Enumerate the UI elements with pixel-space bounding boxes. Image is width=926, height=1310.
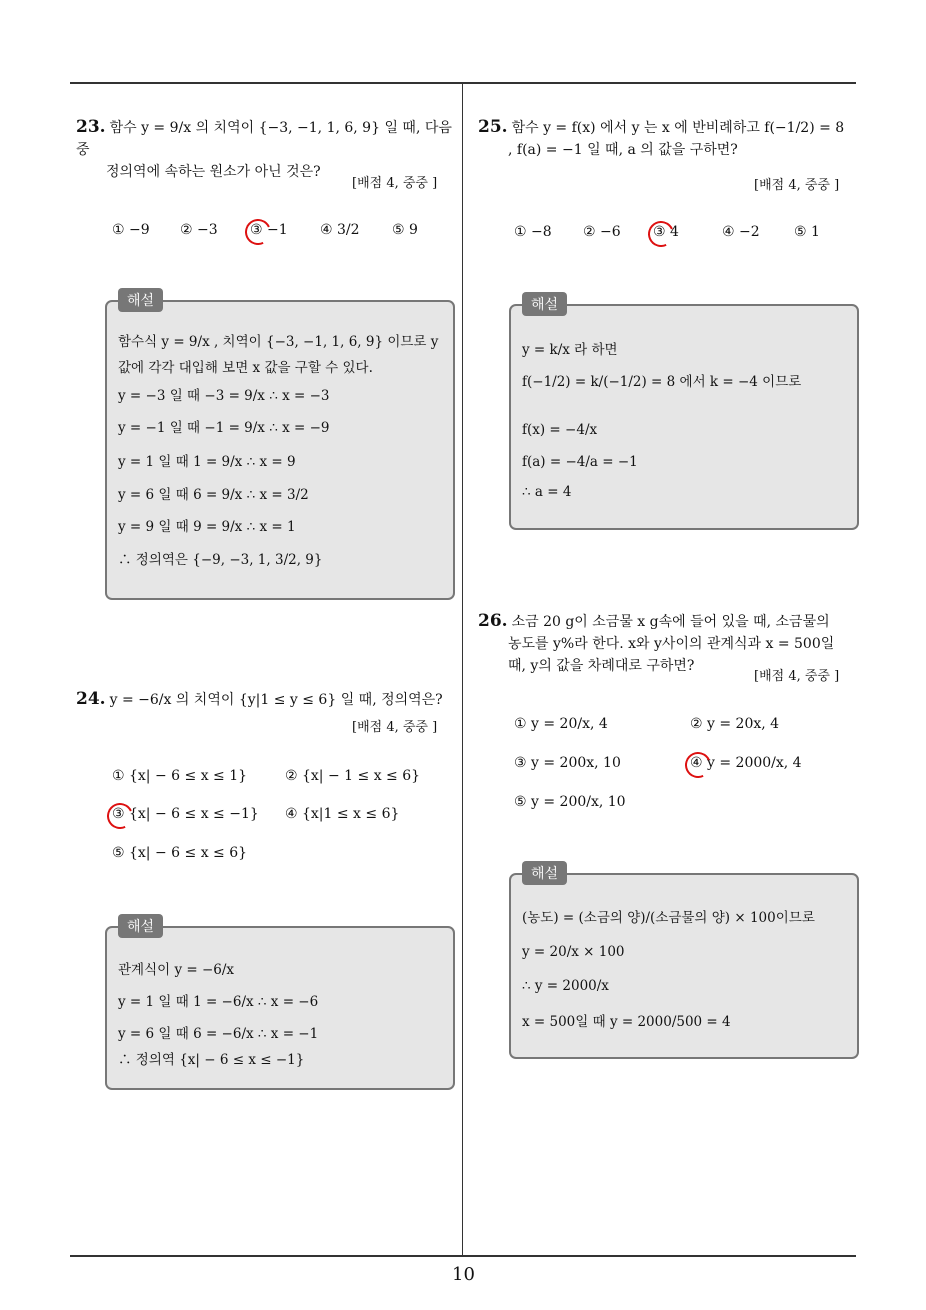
question-text-line1: 함수 y = 9/x 의 치역이 {−3, −1, 1, 6, 9} 일 때, 다음 중	[76, 120, 452, 158]
answer-circle	[241, 215, 274, 248]
solution-line: ∴ y = 2000/x	[522, 978, 609, 994]
solution-line: y = k/x 라 하면	[522, 342, 618, 358]
question-meta: [배점 4, 중중 ]	[352, 176, 438, 191]
question-text-line3: 때, y의 값을 차례대로 구하면?	[508, 658, 695, 674]
solution-line: (농도) = (소금의 양)/(소금물의 양) × 100이므로	[522, 910, 815, 926]
solution-line: ∴ a = 4	[522, 484, 572, 500]
solution-line: y = 6 일 때 6 = −6/x ∴ x = −1	[118, 1026, 319, 1042]
solution-line: y = 1 일 때 1 = −6/x ∴ x = −6	[118, 994, 319, 1010]
solution-line: f(a) = −4/a = −1	[522, 454, 638, 470]
question-text-line2: 농도를 y%라 한다. x와 y사이의 관계식과 x = 500일	[508, 636, 835, 652]
choice-5[interactable]: ⑤ {x| − 6 ≤ x ≤ 6}	[112, 845, 248, 861]
solution-tag: 해설	[118, 914, 163, 938]
solution-line: y = 9 일 때 9 = 9/x ∴ x = 1	[118, 519, 296, 535]
column-divider	[462, 84, 463, 1256]
choice-5[interactable]: ⑤ y = 200/x, 10	[514, 794, 626, 810]
choice-3[interactable]: ③ 4	[653, 224, 679, 240]
question-number: 25.	[478, 117, 508, 137]
solution-line: y = 1 일 때 1 = 9/x ∴ x = 9	[118, 454, 296, 470]
question-text-line2: 정의역에 속하는 원소가 아닌 것은?	[106, 164, 321, 180]
solution-line: f(−1/2) = k/(−1/2) = 8 에서 k = −4 이므로	[522, 374, 802, 390]
question-meta: [배점 4, 중중 ]	[754, 178, 840, 193]
question-text-line2: , f(a) = −1 일 때, a 의 값을 구하면?	[508, 142, 738, 158]
solution-line: y = −1 일 때 −1 = 9/x ∴ x = −9	[118, 420, 330, 436]
choice-2[interactable]: ② y = 20x, 4	[690, 716, 780, 732]
question-25	[478, 116, 858, 161]
solution-line: 함수식 y = 9/x , 치역이 {−3, −1, 1, 6, 9} 이므로 y	[118, 334, 439, 350]
choice-5[interactable]: ⑤ 9	[392, 222, 418, 238]
choice-4[interactable]: ④ −2	[722, 224, 760, 240]
question-number: 24.	[76, 689, 106, 709]
choice-2[interactable]: ② −3	[180, 222, 218, 238]
choice-1[interactable]: ① y = 20/x, 4	[514, 716, 608, 732]
question-meta: [배점 4, 중중 ]	[754, 669, 840, 684]
choice-1[interactable]: ① {x| − 6 ≤ x ≤ 1}	[112, 768, 248, 784]
choice-1[interactable]: ① −9	[112, 222, 150, 238]
question-number: 23.	[76, 117, 106, 137]
choice-3[interactable]: ③ {x| − 6 ≤ x ≤ −1}	[112, 806, 259, 822]
choice-4[interactable]: ④ {x|1 ≤ x ≤ 6}	[285, 806, 400, 822]
choice-5[interactable]: ⑤ 1	[794, 224, 820, 240]
solution-box	[509, 873, 859, 1059]
solution-line: f(x) = −4/x	[522, 422, 598, 438]
question-text-line1: 함수 y = f(x) 에서 y 는 x 에 반비례하고 f(−1/2) = 8	[511, 120, 845, 136]
answer-circle	[103, 799, 136, 832]
solution-line: x = 500일 때 y = 2000/500 = 4	[522, 1014, 731, 1030]
answer-circle	[681, 748, 714, 781]
question-text-line1: 소금 20 g이 소금물 x g속에 들어 있을 때, 소금물의	[511, 614, 830, 630]
choice-1[interactable]: ① −8	[514, 224, 552, 240]
choice-3[interactable]: ③ −1	[250, 222, 288, 238]
choice-3[interactable]: ③ y = 200x, 10	[514, 755, 621, 771]
solution-line: y = 6 일 때 6 = 9/x ∴ x = 3/2	[118, 487, 309, 503]
bottom-rule	[70, 1255, 856, 1257]
choice-4[interactable]: ④ 3/2	[320, 222, 360, 238]
answer-circle	[644, 217, 677, 250]
choice-4[interactable]: ④ y = 2000/x, 4	[690, 755, 802, 771]
solution-line: ∴ 정의역 {x| − 6 ≤ x ≤ −1}	[118, 1052, 305, 1068]
top-rule	[70, 82, 856, 84]
solution-line: 관계식이 y = −6/x	[118, 962, 235, 978]
question-24	[76, 688, 456, 711]
choice-2[interactable]: ② {x| − 1 ≤ x ≤ 6}	[285, 768, 421, 784]
solution-tag: 해설	[522, 861, 567, 885]
solution-tag: 해설	[522, 292, 567, 316]
solution-tag: 해설	[118, 288, 163, 312]
solution-line: 값에 각각 대입해 보면 x 값을 구할 수 있다.	[118, 360, 373, 376]
question-number: 26.	[478, 611, 508, 631]
question-meta: [배점 4, 중중 ]	[352, 720, 438, 735]
page-number: 10	[452, 1264, 475, 1285]
choice-2[interactable]: ② −6	[583, 224, 621, 240]
solution-line: y = 20/x × 100	[522, 944, 625, 960]
question-text-line1: y = −6/x 의 치역이 {y|1 ≤ y ≤ 6} 일 때, 정의역은?	[109, 692, 443, 708]
solution-line: ∴ 정의역은 {−9, −3, 1, 3/2, 9}	[118, 552, 323, 568]
solution-line: y = −3 일 때 −3 = 9/x ∴ x = −3	[118, 388, 330, 404]
